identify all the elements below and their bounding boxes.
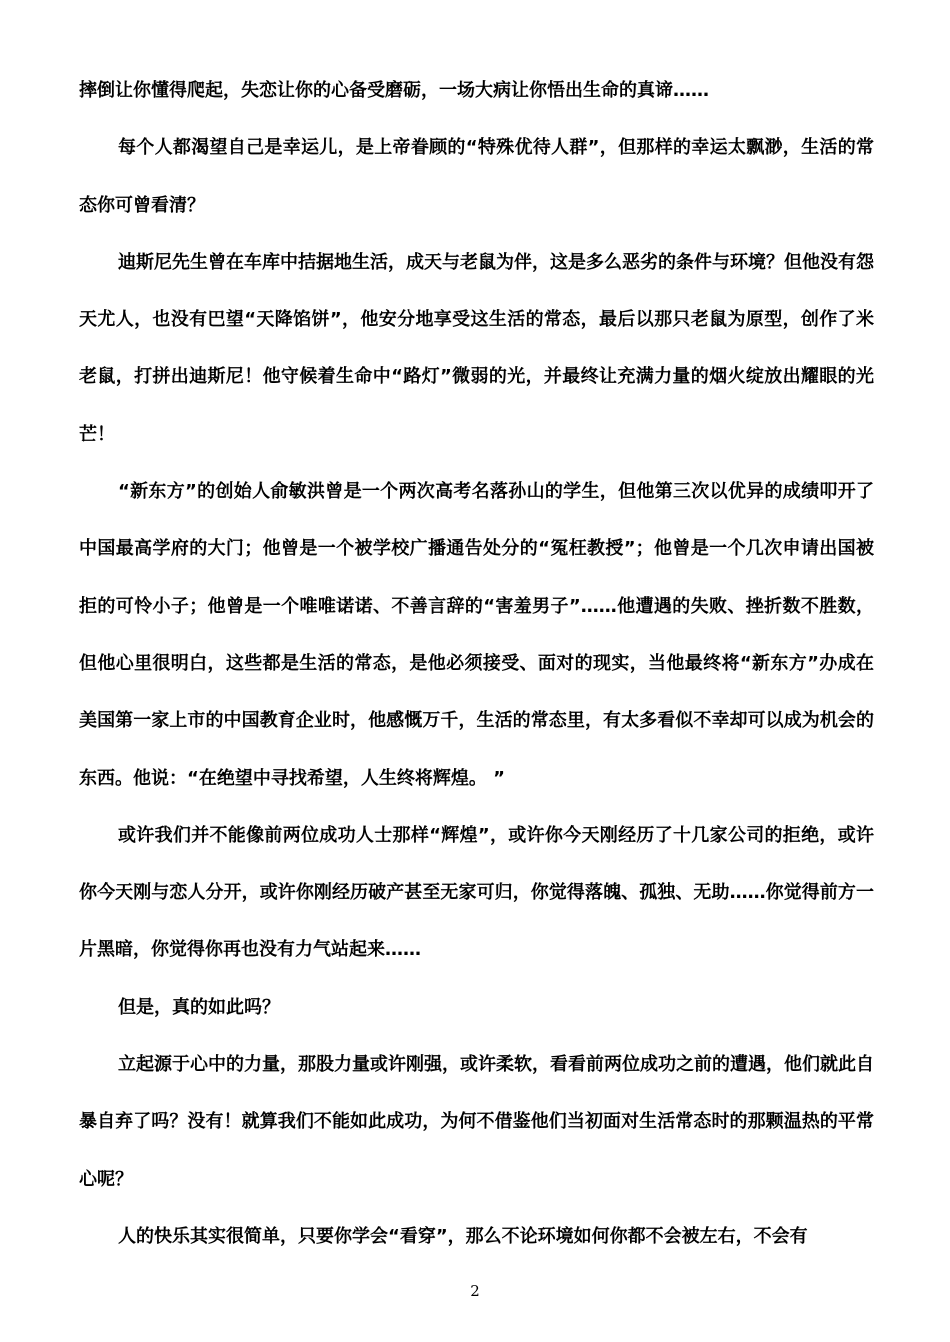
paragraph-2: 每个人都渴望自己是幸运儿，是上帝眷顾的“特殊优待人群”，但那样的幸运太飘渺，生活的常态你可曾看清？	[79, 137, 874, 216]
page-number: 2	[470, 1282, 480, 1300]
body-text	[79, 62, 874, 1265]
paragraph-6: 但是，真的如此吗？	[118, 996, 280, 1018]
paragraph-8: 人的快乐其实很简单，只要你学会“看穿”，那么不论环境如何你都不会被左右，不会有	[118, 1225, 808, 1247]
paragraph-3: 迪斯尼先生曾在车库中拮据地生活，成天与老鼠为伴，这是多么恶劣的条件与环境？但他没有怨天尤人，也没有巴望“天降馅饼”，他安分地享受这生活的常态，最后以那只老鼠为原型，创作了米老鼠，打拼出迪斯尼！他守候着生命中“路灯”微弱的光，并最终让充满力量的烟火绽放出耀眼的光芒！	[79, 251, 874, 445]
paragraph-5: 或许我们并不能像前两位成功人士那样“辉煌”，或许你今天刚经历了十几家公司的拒绝，或许你今天刚与恋人分开，或许你刚经历破产甚至无家可归，你觉得落魄、孤独、无助……你觉得前方一片黑暗，你觉得你再也没有力气站起来……	[79, 824, 874, 961]
paragraph-7: 立起源于心中的力量，那股力量或许刚强，或许柔软，看看前两位成功之前的遭遇，他们就此自暴自弃了吗？没有！就算我们不能如此成功，为何不借鉴他们当初面对生活常态时的那颗温热的平常心呢？	[79, 1054, 874, 1190]
paragraph-1: 摔倒让你懂得爬起，失恋让你的心备受磨砺，一场大病让你悟出生命的真谛……	[79, 80, 709, 101]
paragraph-4: “新东方”的创始人俞敏洪曾是一个两次高考名落孙山的学生，但他第三次以优异的成绩叩开了中国最高学府的大门；他曾是一个被学校广播通告处分的“冤枉教授”；他曾是一个几次申请出国被拒的可怜小子；他曾是一个唯唯诺诺、不善言辞的“害羞男子”……他遭遇的失败、挫折数不胜数，但他心里很明白，这些都是生活的常态，是他必须接受、面对的现实，当他最终将“新东方”办成在美国第一家上市的中国教育企业时，他感慨万千，生活的常态里，有太多看似不幸却可以成为机会的东西。他说：“在绝望中寻找希望，人生终将辉煌。 ”	[79, 481, 874, 789]
